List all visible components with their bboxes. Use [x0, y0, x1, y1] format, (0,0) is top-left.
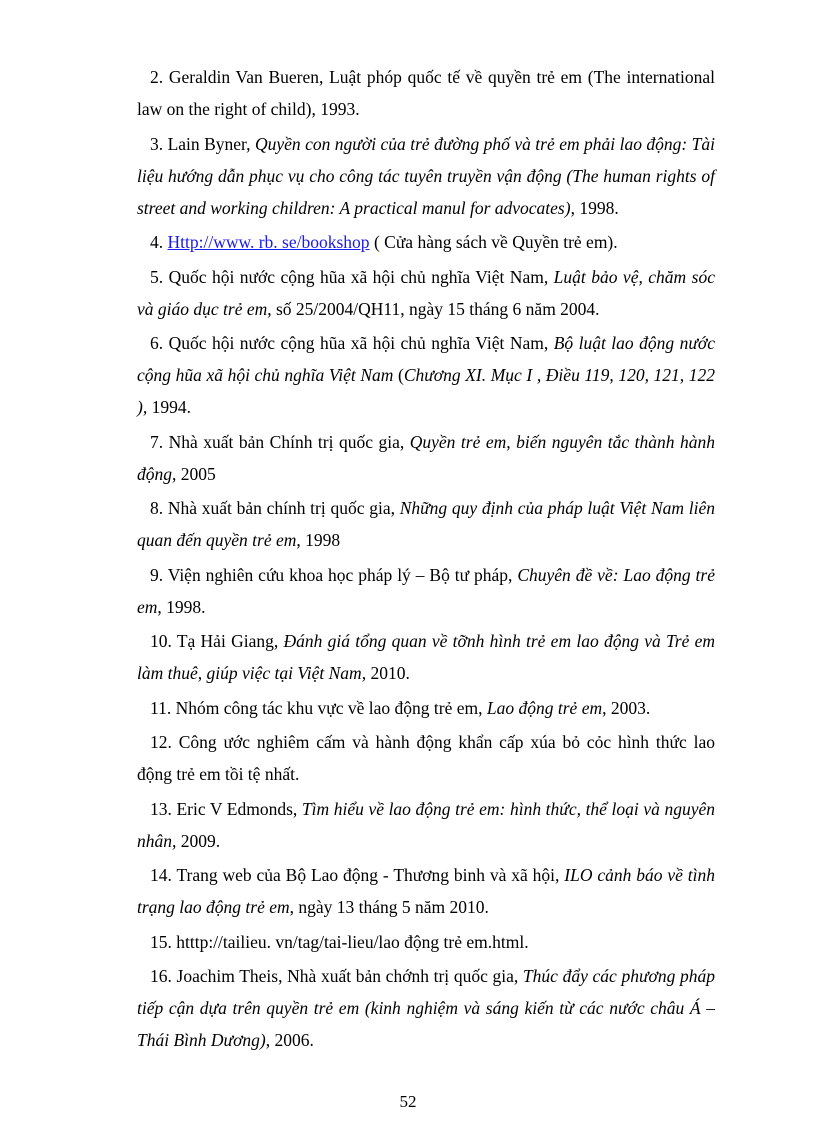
reference-title: Quyền con người của trẻ đường phố và trẻ em phải lao động: Tài liệu hướng dẫn phục vụ cho công tác tuyên truyền vận động (The human rights of street and working children: A practical manul for advocates): [137, 133, 716, 218]
reference-item: [137, 226, 715, 258]
reference-number: 13.: [150, 798, 172, 819]
reference-title: Những quy định của pháp luật Việt Nam liên quan đến quyền trẻ em: [137, 498, 715, 550]
reference-number: 15.: [150, 931, 172, 952]
reference-text: Tạ Hải Giang,: [176, 631, 284, 651]
reference-item: [137, 492, 715, 556]
reference-title: Chuyên đề về: Lao động trẻ em: [137, 564, 715, 617]
reference-text: , 1998: [296, 530, 341, 550]
reference-title: Tìm hiểu về lao động trẻ em: hình thức, thể loại và nguyên nhân,: [137, 798, 716, 851]
reference-title: Lao động trẻ em: [486, 697, 603, 718]
reference-number: 3.: [150, 133, 164, 154]
reference-text: (: [393, 365, 404, 385]
reference-text: 2010.: [366, 663, 410, 683]
reference-number: 12.: [150, 732, 172, 752]
reference-title: Quyền trẻ em, biến nguyên tắc thành hành động: [137, 431, 715, 484]
reference-text: Trang web của Bộ Lao động - Thương binh và xã hội,: [176, 865, 565, 885]
reference-number: 2.: [150, 67, 164, 87]
reference-item: [137, 859, 715, 923]
reference-text: Quốc hội nước cộng hũa xã hội chủ nghĩa Việt Nam,: [168, 266, 554, 287]
reference-item: [137, 426, 715, 490]
reference-text: 1994.: [151, 397, 191, 417]
reference-text: , số 25/2004/QH11, ngày 15 tháng 6 năm 2004.: [267, 298, 600, 319]
reference-text: , 1998.: [157, 596, 206, 617]
reference-number: 14.: [150, 865, 172, 885]
reference-item: [137, 327, 715, 423]
reference-item: [137, 726, 715, 790]
reference-number: 10.: [150, 631, 172, 651]
reference-text: Eric V Edmonds,: [176, 798, 302, 819]
reference-text: htttp://tailieu. vn/tag/tai-lieu/lao động trẻ em.html.: [176, 931, 529, 952]
reference-number: 8.: [150, 498, 164, 518]
reference-text: Quốc hội nước cộng hũa xã hội chủ nghĩa Việt Nam,: [168, 333, 554, 353]
reference-text: ( Cửa hàng sách về Quyền trẻ em).: [369, 232, 618, 252]
reference-item: [137, 625, 715, 689]
reference-text: Geraldin Van Bueren, Luật phóp quốc tế về quyền trẻ em (The international law on the right of child), 1993.: [137, 67, 715, 119]
reference-number: 6.: [150, 333, 164, 353]
reference-text: , 2003.: [602, 697, 651, 718]
reference-item: [137, 559, 715, 623]
reference-title: ILO cảnh báo về tình trạng lao động trẻ em: [137, 865, 715, 917]
reference-item: [137, 960, 715, 1056]
reference-text: Lain Byner,: [167, 133, 255, 154]
page-number: 52: [399, 1092, 417, 1111]
reference-title: Đánh giá tổng quan về tỡnh hình trẻ em lao động và Trẻ em làm thuê, giúp việc tại Việt Nam,: [137, 631, 715, 683]
reference-title: Luật bảo vệ, chăm sóc và giáo dục trẻ em: [137, 266, 715, 319]
reference-number: 16.: [150, 966, 172, 986]
reference-link[interactable]: Http://www. rb. se/bookshop: [167, 232, 370, 252]
reference-item: [137, 61, 715, 125]
reference-number: 7.: [150, 431, 164, 452]
reference-number: 11.: [150, 697, 172, 718]
reference-text: , ngày 13 tháng 5 năm 2010.: [289, 897, 489, 917]
reference-text: Công ước nghiêm cấm và hành động khẩn cấp xúa bỏ cỏc hình thức lao động trẻ em tồi tệ nhất.: [137, 732, 716, 784]
reference-title: Chương XI. Mục I , Điều 119, 120, 121, 122 ),: [137, 365, 716, 417]
reference-text: , 2006.: [265, 1030, 314, 1050]
reference-item: [137, 793, 715, 857]
reference-text: 2009.: [176, 830, 221, 851]
reference-number: 5.: [150, 266, 164, 287]
reference-text: , 2005: [172, 463, 216, 484]
reference-text: Nhà xuất bản Chính trị quốc gia,: [168, 431, 410, 452]
reference-item: [137, 692, 715, 724]
reference-text: , 1998.: [570, 197, 619, 218]
reference-title: Bộ luật lao động nước cộng hũa xã hội chủ nghĩa Việt Nam: [137, 333, 715, 385]
reference-item: [137, 261, 715, 325]
reference-item: [137, 128, 715, 224]
reference-item: [137, 926, 715, 958]
reference-text: Nhóm công tác khu vực về lao động trẻ em,: [175, 697, 487, 718]
reference-text: Nhà xuất bản chính trị quốc gia,: [167, 498, 400, 518]
reference-text: Viện nghiên cứu khoa học pháp lý – Bộ tư pháp,: [167, 564, 518, 585]
reference-list: [137, 61, 715, 1059]
reference-title: Thúc đẩy các phương pháp tiếp cận dựa trên quyền trẻ em (kinh nghiệm và sáng kiến từ các nước châu Á – Thái Bình Dương): [137, 966, 716, 1050]
reference-number: 9.: [150, 564, 164, 585]
reference-number: 4.: [150, 232, 164, 252]
reference-text: Joachim Theis, Nhà xuất bản chớnh trị quốc gia,: [176, 966, 523, 986]
